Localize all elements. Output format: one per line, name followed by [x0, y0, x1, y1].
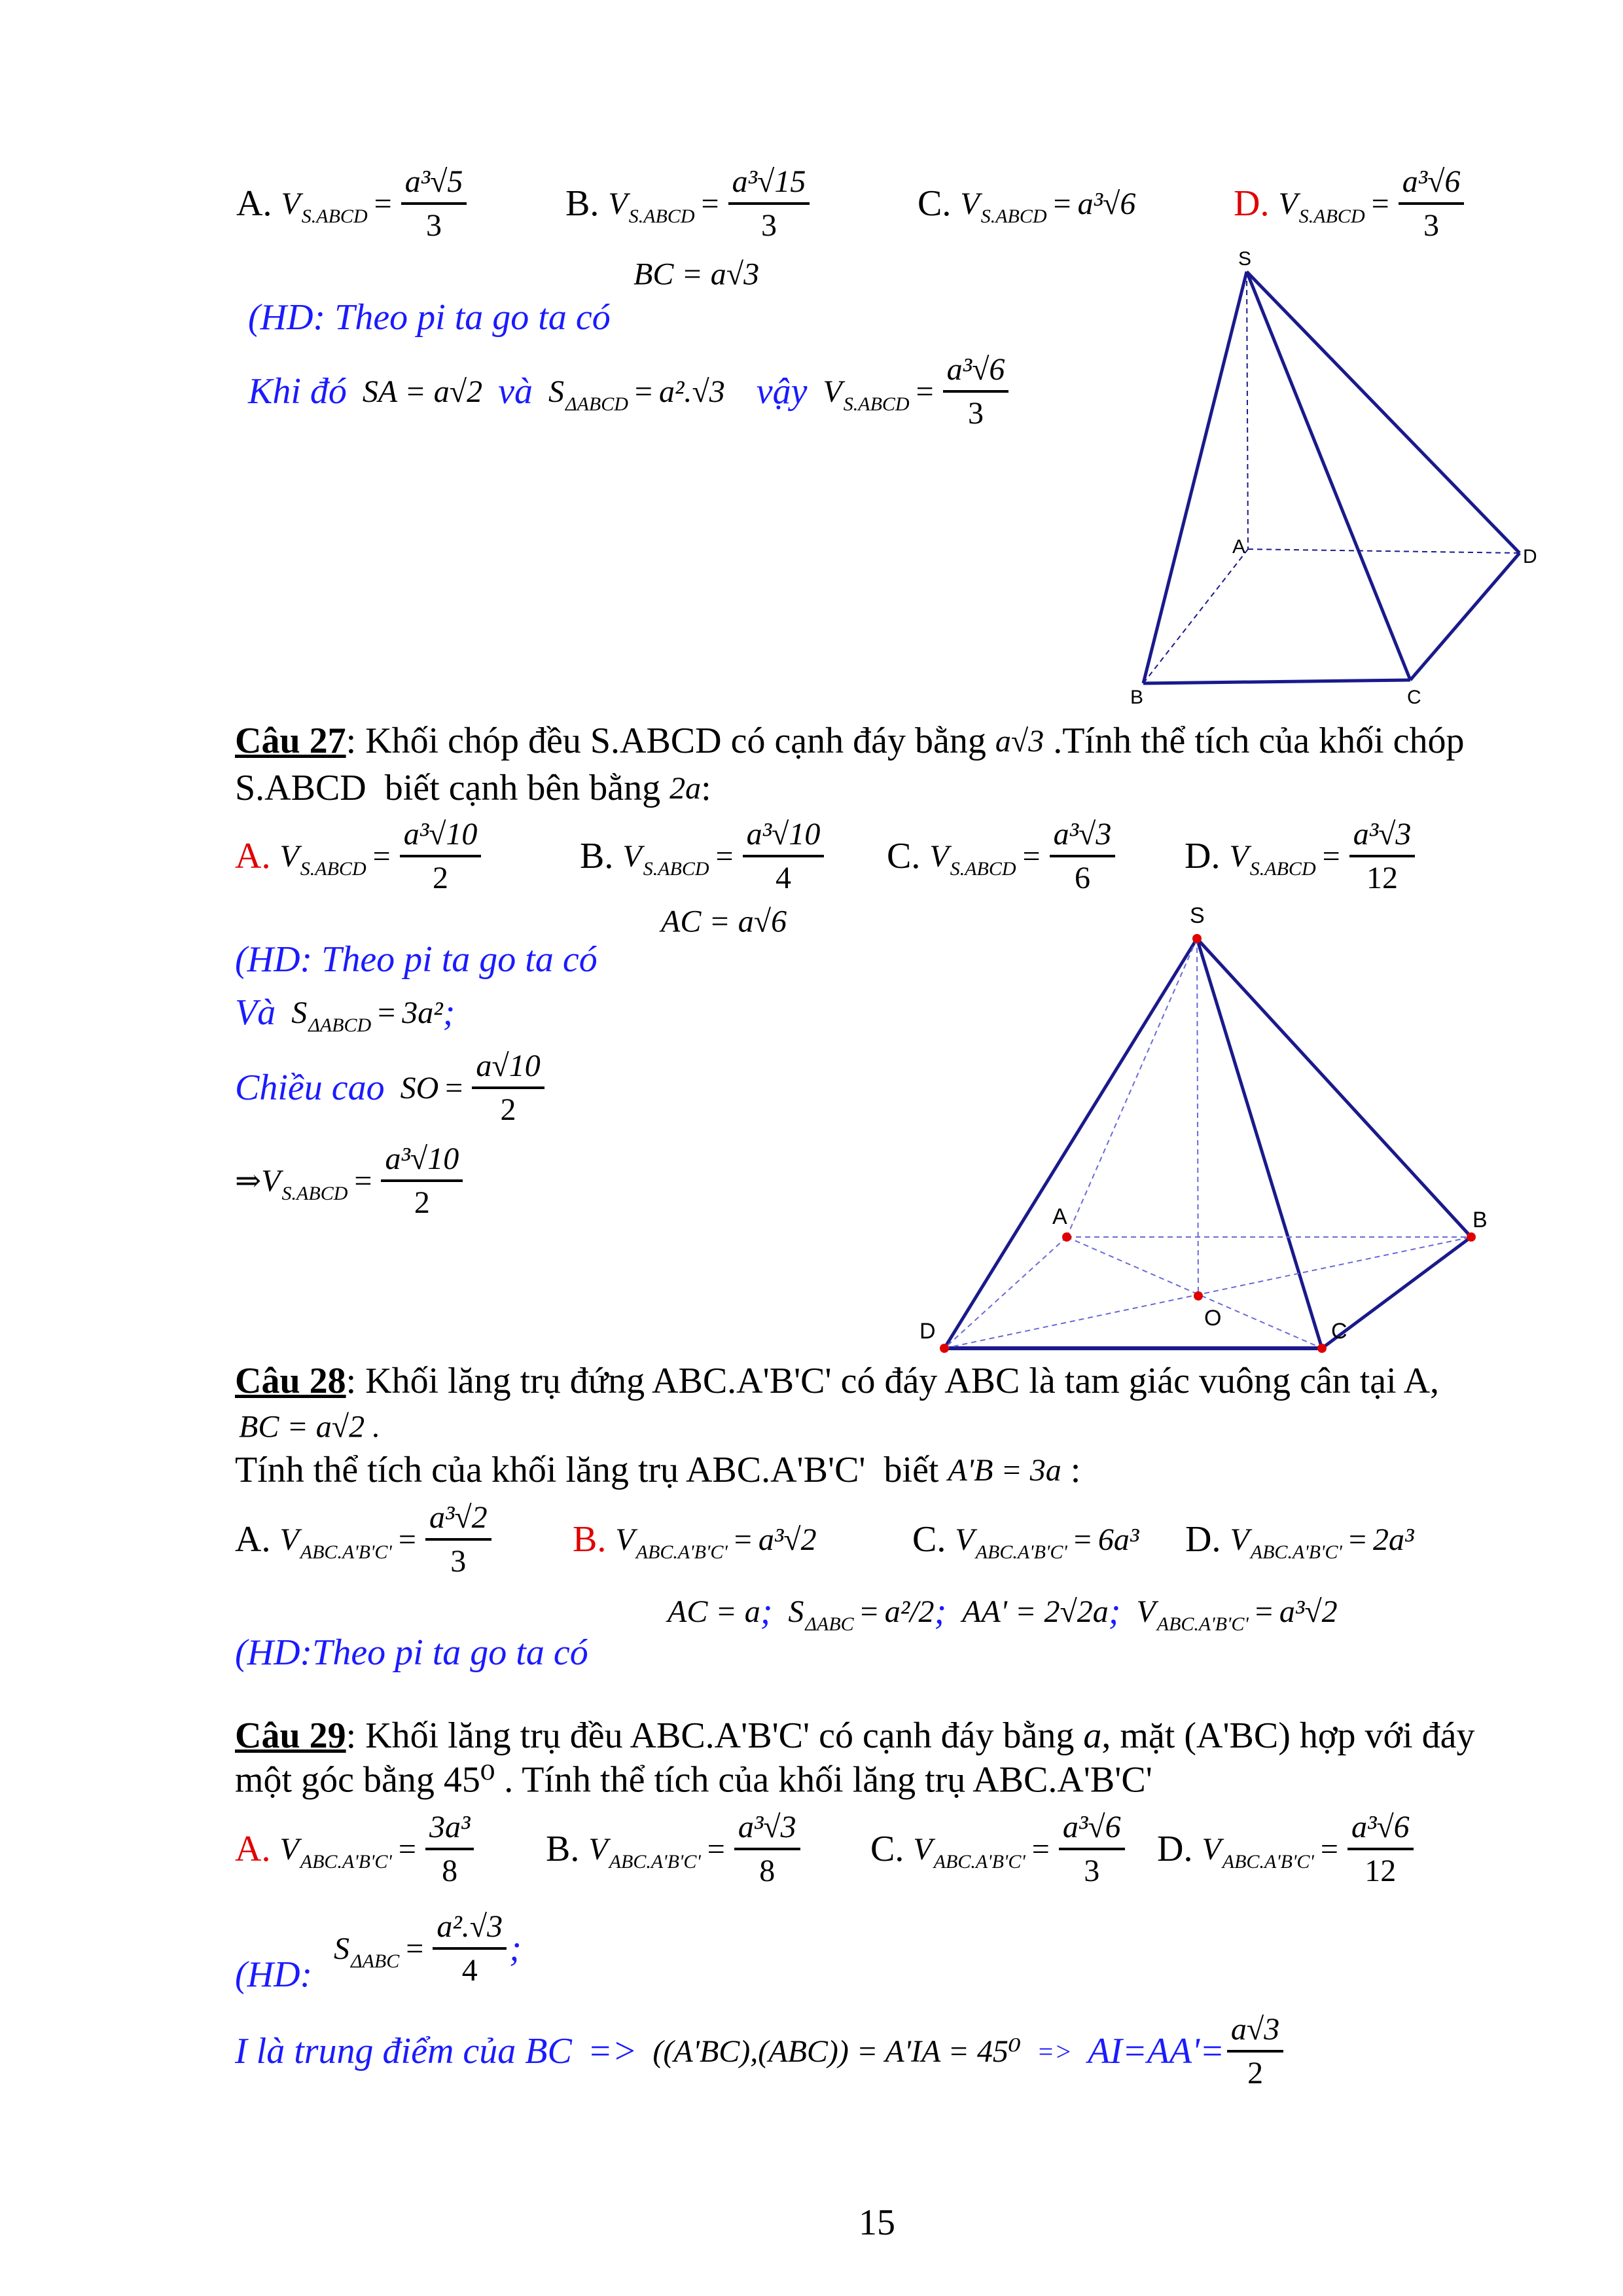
denominator: 2 [433, 861, 449, 895]
semicolon: ; [934, 1591, 947, 1632]
q27-volume-line: ⇒V S.ABCD = $\frac{\text{a³√10}}{2}$ [235, 1141, 465, 1221]
label-s: S [1190, 903, 1205, 928]
option-letter: D. [1185, 836, 1221, 876]
q28-math3: A'B = 3a [948, 1452, 1061, 1488]
label-b: B [1130, 687, 1144, 708]
q27-option-d: D. V S.ABCD = $\frac{\text{a³√3}}{12}$ [1185, 816, 1418, 896]
figure-pyramid-q26 [1143, 272, 1520, 683]
s-sub: ΔABC [805, 1613, 854, 1635]
option-letter: A. [236, 183, 272, 224]
q29-option-d: D. V ABC.A'B'C' = $\frac{\text{a³√6}}{12}$ [1157, 1809, 1416, 1889]
numerator: 3a³ [425, 1809, 474, 1850]
s-rhs: a².√3 [658, 374, 725, 409]
diag-db [944, 1237, 1471, 1348]
point-c [1317, 1344, 1327, 1353]
denominator: 6 [1074, 861, 1090, 895]
volume-symbol: V [615, 1522, 635, 1557]
label-d: D [1523, 546, 1537, 567]
s-lhs: S [788, 1594, 804, 1629]
point-o [1194, 1291, 1203, 1300]
label-a: A [1232, 536, 1246, 558]
volume-symbol: V [929, 838, 949, 874]
s-sub: ΔABC [351, 1950, 400, 1972]
s-sub: ΔABCD [565, 393, 628, 415]
v-lhs: V [1136, 1594, 1156, 1629]
label-d: D [919, 1319, 936, 1344]
q28-option-b: B. V ABC.A'B'C' = a³√2 [573, 1519, 817, 1563]
q26-option-d: D. V S.ABCD = $\frac{\text{a³√6}}{3}$ [1234, 164, 1467, 243]
option-letter: C. [870, 1829, 904, 1869]
q26-option-c: C. V S.ABCD = a³√6 [918, 183, 1136, 227]
q29-option-b: B. V ABC.A'B'C' = $\frac{\text{a³√3}}{8}$ [546, 1809, 803, 1889]
option-letter: D. [1157, 1829, 1193, 1869]
numerator: a³√6 [1347, 1809, 1414, 1850]
denominator: 3 [450, 1544, 467, 1579]
option-letter: D. [1185, 1519, 1221, 1560]
q26-hint: (HD: Theo pi ta go ta có [248, 297, 611, 338]
point-d [940, 1344, 949, 1353]
volume-symbol: V [955, 1522, 974, 1557]
answer-value: 2a³ [1372, 1522, 1414, 1557]
s-lhs: S [291, 995, 308, 1030]
edge-sa [1247, 272, 1248, 549]
colon: : [701, 768, 711, 808]
volume-subscript: S.ABCD [950, 858, 1016, 880]
volume-symbol: V [1230, 1522, 1249, 1557]
q27-math2: 2a [669, 770, 702, 806]
edge-so [1197, 939, 1198, 1296]
q27-text2: .Tính thể tích của khối chóp [1044, 721, 1465, 761]
q27-title: Câu 27 [235, 721, 346, 761]
edge-ad [944, 1237, 1067, 1348]
numerator: a√10 [472, 1048, 544, 1089]
s-lhs: S [548, 374, 564, 409]
q28-option-d: D. V ABC.A'B'C' = 2a³ [1185, 1519, 1414, 1563]
volume-symbol: V [279, 838, 299, 874]
q26-hint-line: Khi đó SA = a√2 và S ΔABCD = a².√3 vậy V S.ABCD = $\frac{\text{a³√6}}{3}$ [248, 351, 1011, 431]
option-letter: A. [235, 836, 271, 876]
q29-text1: : Khối lăng trụ đều ABC.A'B'C' có cạnh đáy bằng [346, 1715, 1084, 1756]
volume-symbol: V [960, 186, 980, 221]
q28-option-c: C. V ABC.A'B'C' = 6a³ [912, 1519, 1139, 1563]
so-lhs: SO [400, 1070, 439, 1105]
q29-question-line2: một góc bằng 45⁰ . Tính thể tích của khối lăng trụ ABC.A'B'C' [235, 1759, 1152, 1801]
q27-option-b: B. V S.ABCD = $\frac{\text{a³√10}}{4}$ [580, 816, 827, 896]
numerator: a³√5 [401, 164, 467, 205]
denominator: 3 [426, 208, 442, 243]
q29-option-c: C. V ABC.A'B'C' = $\frac{\text{a³√6}}{3}$ [870, 1809, 1128, 1889]
denominator: 2 [500, 1092, 516, 1127]
volume-symbol: V [281, 186, 300, 221]
volume-subscript: ABC.A'B'C' [1222, 1851, 1314, 1873]
q27-area-line: Và S ΔABCD = 3a² ; [235, 992, 455, 1036]
volume-subscript: S.ABCD [980, 206, 1047, 227]
denominator: 3 [1084, 1854, 1100, 1888]
va: và [498, 371, 533, 412]
denominator: 12 [1366, 861, 1399, 895]
point-b [1467, 1232, 1476, 1242]
s-sub: ΔABCD [308, 1014, 372, 1036]
q27-height-line: Chiều cao SO = $\frac{a√10}{2}$ [235, 1048, 547, 1128]
volume-symbol: V [608, 186, 628, 221]
option-letter: C. [912, 1519, 946, 1560]
volume-symbol: V [1278, 186, 1298, 221]
numerator: a√3 [1227, 2011, 1283, 2053]
semicolon: ; [760, 1591, 773, 1632]
numerator: a³√15 [728, 164, 810, 205]
q28-option-a: A. V ABC.A'B'C' = $\frac{\text{a³√2}}{3}$ [235, 1499, 494, 1579]
q29-hint: (HD: [235, 1954, 313, 1995]
edge-sb [1143, 272, 1247, 683]
label-c: C [1331, 1319, 1347, 1344]
edge-sa [1067, 939, 1197, 1237]
edge-sb [1197, 939, 1471, 1237]
volume-subscript: ABC.A'B'C' [300, 1851, 392, 1873]
q27-math1: a√3 [995, 723, 1044, 759]
edge-cd [1410, 553, 1520, 680]
chieu-cao: Chiều cao [235, 1067, 385, 1108]
volume-subscript: S.ABCD [301, 206, 368, 227]
q26-bc: BC = a√3 [633, 257, 760, 292]
q27-text1: : Khối chóp đều S.ABCD có cạnh đáy bằng [346, 721, 995, 761]
denominator: 3 [968, 396, 984, 431]
label-a: A [1052, 1204, 1067, 1229]
q29-math1: a [1083, 1715, 1102, 1756]
vay: vậy [756, 371, 808, 412]
option-letter: D. [1234, 183, 1270, 224]
denominator: 3 [760, 208, 777, 243]
volume-symbol: V [588, 1831, 608, 1867]
q29-title: Câu 29 [235, 1715, 346, 1756]
v-lhs: V [823, 374, 842, 409]
page-number: 15 [859, 2202, 895, 2243]
v-sub: S.ABCD [281, 1183, 348, 1204]
q27-option-c: C. V S.ABCD = $\frac{\text{a³√3}}{6}$ [887, 816, 1118, 896]
edge-sd [944, 939, 1197, 1348]
numerator: a².√3 [433, 1909, 507, 1950]
volume-subscript: S.ABCD [643, 858, 709, 880]
volume-symbol: V [279, 1831, 299, 1867]
v-arrow: ⇒V [235, 1164, 281, 1198]
q28-title: Câu 28 [235, 1361, 346, 1401]
edge-bc [1143, 680, 1410, 683]
option-letter: C. [887, 836, 921, 876]
q28-hint: (HD:Theo pi ta go ta có [235, 1632, 588, 1673]
semicolon: ; [442, 992, 455, 1033]
q27-hint: (HD: Theo pi ta go ta có [235, 939, 597, 980]
numerator: a³√6 [1399, 164, 1465, 205]
edge-sd [1247, 272, 1520, 553]
answer-value: a³√6 [1077, 186, 1136, 221]
label-b: B [1472, 1208, 1488, 1232]
volume-subscript: ABC.A'B'C' [635, 1541, 728, 1563]
va: Và [235, 992, 276, 1033]
volume-symbol: V [1229, 838, 1249, 874]
semicolon: ; [1108, 1591, 1121, 1632]
volume-subscript: ABC.A'B'C' [300, 1541, 392, 1563]
ac-expr: AC = a [668, 1594, 760, 1629]
label-o: O [1204, 1306, 1222, 1331]
denominator: 12 [1364, 1854, 1397, 1888]
edge-sc [1197, 939, 1322, 1348]
volume-subscript: ABC.A'B'C' [933, 1851, 1026, 1873]
aa-expr: AA' = 2√2a [962, 1594, 1109, 1629]
q29-area: S ΔABC = $\frac{\text{a².√3}}{4}$ ; [334, 1909, 522, 1988]
numerator: a³√2 [425, 1499, 491, 1541]
numerator: a³√3 [734, 1809, 800, 1850]
option-letter: C. [918, 183, 952, 224]
q27-line2: S.ABCD biết cạnh bên bằng [235, 768, 670, 808]
edge-ad [1248, 549, 1520, 553]
denominator: 2 [1247, 2056, 1264, 2090]
volume-subscript: S.ABCD [628, 206, 695, 227]
answer-value: 6a³ [1097, 1522, 1139, 1557]
denominator: 8 [759, 1854, 776, 1888]
denominator: 4 [461, 1953, 478, 1988]
arrow: => [587, 2031, 637, 2072]
ai-expr: AI=AA'= [1088, 2031, 1224, 2072]
numerator: a³√6 [1059, 1809, 1125, 1850]
answer-value: a³√2 [758, 1522, 817, 1557]
option-letter: A. [235, 1519, 271, 1560]
sa-expr: SA = a√2 [362, 374, 483, 409]
q28-line3: Tính thể tích của khối lăng trụ ABC.A'B'C' biết [235, 1450, 948, 1490]
edge-sc [1247, 272, 1410, 680]
q27-option-a: A. V S.ABCD = $\frac{\text{a³√10}}{2}$ [235, 816, 484, 896]
option-letter: B. [580, 836, 614, 876]
q29-text2: , mặt (A'BC) hợp với đáy [1101, 1715, 1475, 1756]
volume-subscript: S.ABCD [1249, 858, 1316, 880]
numerator: a³√3 [1050, 816, 1116, 857]
volume-subscript: S.ABCD [1298, 206, 1365, 227]
q28-hint-math: AC = a ; S ΔABC = a²/2 ; AA' = 2√2a ; V ABC.A'B'C' = a³√2 [668, 1591, 1338, 1635]
denominator: 8 [442, 1854, 458, 1888]
q27-ac: AC = a√6 [661, 904, 787, 939]
denominator: 4 [775, 861, 791, 895]
numerator: a³√10 [381, 1141, 463, 1182]
diag-ac [1067, 1237, 1322, 1348]
q29-option-a: A. V ABC.A'B'C' = $\frac{\text{3a³}}{8}$ [235, 1809, 476, 1889]
point-s [1192, 934, 1202, 943]
s-rhs: a²/2 [884, 1594, 935, 1629]
angle-expr: ((A'BC),(ABC)) = A'IA = 45⁰ [652, 2034, 1022, 2069]
volume-subscript: ABC.A'B'C' [1250, 1541, 1342, 1563]
volume-subscript: ABC.A'B'C' [609, 1851, 701, 1873]
volume-symbol: V [279, 1522, 299, 1557]
colon: : [1061, 1450, 1081, 1490]
option-letter: A. [235, 1829, 271, 1869]
i-text: I là trung điểm của BC [235, 2031, 572, 2072]
denominator: 2 [414, 1185, 430, 1220]
semicolon: ; [509, 1928, 522, 1969]
option-letter: B. [546, 1829, 580, 1869]
denominator: 3 [1423, 208, 1440, 243]
s-rhs: 3a² [402, 995, 443, 1030]
numerator: a³√10 [400, 816, 482, 857]
q28-text1: : Khối lăng trụ đứng ABC.A'B'C' có đáy ABC là tam giác vuông cân tại A, [346, 1361, 1440, 1401]
v-rhs: a³√2 [1279, 1594, 1338, 1629]
volume-symbol: V [622, 838, 642, 874]
volume-subscript: S.ABCD [300, 858, 366, 880]
volume-subscript: ABC.A'B'C' [975, 1541, 1067, 1563]
label-s: S [1238, 248, 1252, 270]
volume-symbol: V [1202, 1831, 1221, 1867]
q26-option-a: A. V S.ABCD = $\frac{\text{a³√5}}{3}$ [236, 164, 469, 243]
option-letter: B. [565, 183, 599, 224]
label-c: C [1407, 687, 1421, 708]
numerator: a³√3 [1349, 816, 1416, 857]
numerator: a³√10 [743, 816, 825, 857]
khi-do: Khi đó [248, 371, 347, 412]
q26-option-b: B. V S.ABCD = $\frac{\text{a³√15}}{3}$ [565, 164, 812, 243]
point-a [1062, 1232, 1071, 1242]
arrow: => [1037, 2036, 1073, 2066]
s-lhs: S [334, 1931, 349, 1966]
q28-bc: BC = a√2 . [239, 1409, 381, 1444]
v-sub: S.ABCD [843, 393, 910, 415]
volume-symbol: V [913, 1831, 933, 1867]
v-sub: ABC.A'B'C' [1156, 1613, 1249, 1635]
figure-pyramid-q27 [940, 934, 1476, 1353]
option-letter: B. [573, 1519, 607, 1560]
numerator: a³√6 [943, 351, 1009, 393]
